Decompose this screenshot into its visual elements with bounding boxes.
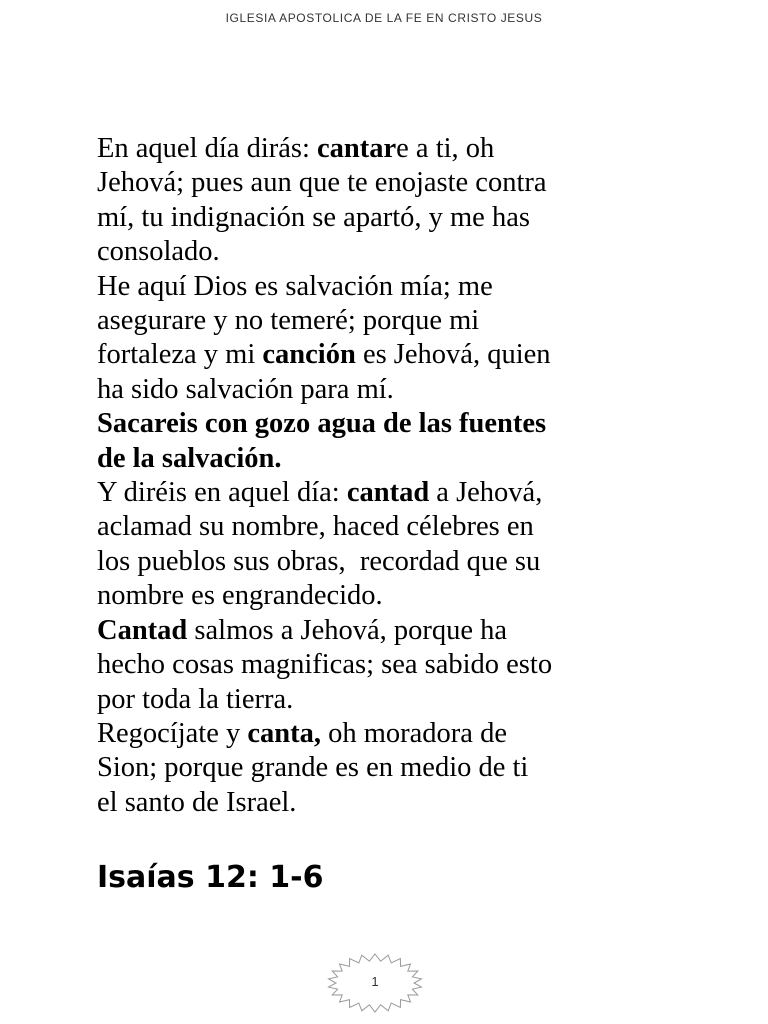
text-segment: Y diréis en aquel día:	[97, 477, 347, 509]
passage-line	[97, 476, 737, 510]
passage-line	[97, 545, 737, 579]
text-segment: aclamad su nombre, haced célebres en	[97, 511, 534, 543]
passage-line	[97, 338, 737, 372]
passage-line	[97, 442, 737, 476]
emphasized-text: cantar	[317, 133, 397, 164]
text-segment: el santo de Israel.	[97, 786, 297, 818]
text-segment: consolado.	[97, 236, 220, 268]
emphasized-text: Sacareis con gozo agua de las fuentes	[97, 408, 547, 440]
text-segment: mí, tu indignación se apartó, y me has	[97, 201, 530, 233]
emphasized-text: de la salvación.	[97, 442, 282, 474]
page-number-badge	[326, 952, 424, 1014]
passage-line	[97, 270, 737, 304]
text-segment: oh moradora de	[321, 717, 507, 749]
passage-line	[97, 751, 737, 785]
text-segment: fortaleza y mi	[97, 339, 263, 371]
text-segment: a Jehová,	[429, 477, 543, 509]
passage-line	[97, 510, 737, 544]
emphasized-text: Cantad	[97, 614, 188, 646]
running-header: IGLESIA APOSTOLICA DE LA FE EN CRISTO JESUS	[225, 11, 543, 25]
passage-line	[97, 786, 737, 820]
passage-line	[97, 373, 737, 407]
page-number: 1	[371, 974, 379, 989]
passage-line	[97, 166, 737, 200]
passage-line	[97, 235, 737, 269]
text-segment: salmos a Jehová, porque ha	[187, 614, 508, 646]
passage-line	[97, 648, 737, 682]
scripture-passage	[97, 132, 737, 820]
text-segment: ha sido salvación para mí.	[97, 373, 394, 405]
text-segment: nombre es engrandecido.	[97, 580, 383, 612]
scripture-reference: Isaías 12: 1-6	[97, 860, 324, 895]
text-segment: e a ti, oh	[396, 133, 495, 164]
text-segment: Jehová; pues aun que te enojaste contra	[97, 167, 547, 199]
passage-line	[97, 132, 737, 166]
text-segment: Regocíjate y	[97, 717, 248, 749]
passage-line	[97, 717, 737, 751]
text-segment: asegurare y no temeré; porque mi	[97, 305, 480, 337]
passage-line	[97, 304, 737, 338]
emphasized-text: cantad	[346, 477, 430, 509]
emphasized-text: canta,	[247, 717, 321, 749]
passage-line	[97, 201, 737, 235]
passage-line	[97, 683, 737, 717]
text-segment: He aquí Dios es salvación mía; me	[97, 270, 493, 302]
text-segment: hecho cosas magnificas; sea sabido esto	[97, 649, 553, 681]
text-segment: es Jehová, quien	[355, 339, 551, 371]
text-segment: Sion; porque grande es en medio de ti	[97, 752, 529, 784]
passage-line	[97, 614, 737, 648]
emphasized-text: canción	[262, 339, 356, 371]
passage-line	[97, 579, 737, 613]
text-segment: por toda la tierra.	[97, 683, 294, 715]
text-segment: los pueblos sus obras, recordad que su	[97, 545, 541, 577]
text-segment: En aquel día dirás:	[97, 133, 318, 164]
passage-line	[97, 407, 737, 441]
